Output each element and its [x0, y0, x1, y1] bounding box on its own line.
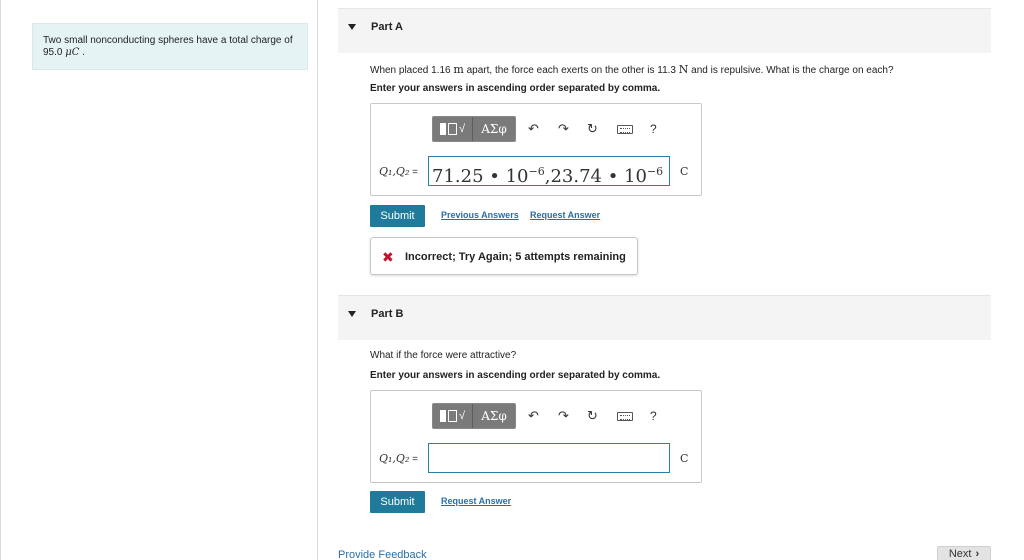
problem-unit: μC [65, 47, 80, 58]
error-icon: ✖ [382, 249, 394, 265]
unit-label: C [680, 452, 689, 465]
reset-icon[interactable]: ↻ [587, 408, 598, 423]
request-answer-link[interactable]: Request Answer [530, 210, 601, 220]
variable-label: Q₁,Q₂ = [379, 165, 418, 178]
previous-answers-link[interactable]: Previous Answers [441, 210, 519, 220]
request-answer-link[interactable]: Request Answer [441, 496, 512, 506]
sqrt-template-icon: √ [458, 123, 466, 135]
provide-feedback-link[interactable]: Provide Feedback [338, 549, 427, 560]
problem-statement [32, 23, 308, 70]
undo-icon[interactable]: ↶ [528, 121, 539, 136]
part-b-question: What if the force were attractive? [370, 350, 517, 361]
part-a-header[interactable] [338, 8, 991, 53]
help-icon[interactable]: ? [650, 122, 657, 136]
unit-label: C [680, 165, 689, 178]
help-icon[interactable]: ? [650, 409, 657, 423]
fraction-template-icon [448, 410, 457, 422]
undo-icon[interactable]: ↶ [528, 408, 539, 423]
feedback-message [370, 237, 638, 275]
submit-button[interactable]: Submit [370, 205, 425, 227]
collapse-caret-icon[interactable] [348, 311, 356, 317]
next-button[interactable] [937, 546, 991, 560]
template-square-icon [440, 410, 446, 422]
variable-label: Q₁,Q₂ = [379, 452, 418, 465]
next-label: Next [948, 548, 972, 560]
sqrt-template-icon: √ [458, 410, 466, 422]
template-square-icon [440, 123, 446, 135]
part-a-question: When placed 1.16 m apart, the force each exerts on the other is 11.3 N and is repulsive. What is the charge on each? [370, 63, 894, 76]
part-b-answer-box [370, 390, 702, 483]
symbols-button[interactable]: ΑΣφ [481, 409, 507, 423]
math-toolbar [432, 116, 670, 142]
part-b-instruction: Enter your answers in ascending order separated by comma. [370, 370, 661, 381]
templates-button[interactable] [433, 404, 473, 428]
problem-text: Two small nonconducting spheres have a total charge of 95.0 [43, 35, 293, 58]
redo-icon[interactable]: ↷ [558, 121, 569, 136]
reset-icon[interactable]: ↻ [587, 121, 598, 136]
symbols-button[interactable]: ΑΣφ [481, 122, 507, 136]
template-symbol-group [432, 403, 516, 429]
answer-input[interactable] [428, 443, 670, 473]
submit-button[interactable]: Submit [370, 491, 425, 513]
part-a-title: Part A [371, 21, 403, 33]
chevron-right-icon: › [975, 548, 980, 560]
keyboard-icon[interactable] [617, 120, 633, 138]
problem-text-end: . [79, 47, 85, 58]
part-b-header[interactable] [338, 295, 991, 340]
fraction-template-icon [448, 123, 457, 135]
left-pane [0, 0, 318, 560]
redo-icon[interactable]: ↷ [558, 408, 569, 423]
part-a-instruction: Enter your answers in ascending order separated by comma. [370, 83, 661, 94]
collapse-caret-icon[interactable] [348, 24, 356, 30]
part-a-answer-box [370, 103, 702, 196]
part-b-title: Part B [371, 308, 404, 320]
answer-input[interactable]: 71.25 • $10^{-6},23.74$ • $10^{-6}$ [428, 156, 670, 186]
templates-button[interactable] [433, 117, 473, 141]
keyboard-icon[interactable] [617, 407, 633, 425]
template-symbol-group [432, 116, 516, 142]
feedback-text: Incorrect; Try Again; 5 attempts remaining [405, 251, 626, 263]
math-toolbar [432, 403, 670, 429]
